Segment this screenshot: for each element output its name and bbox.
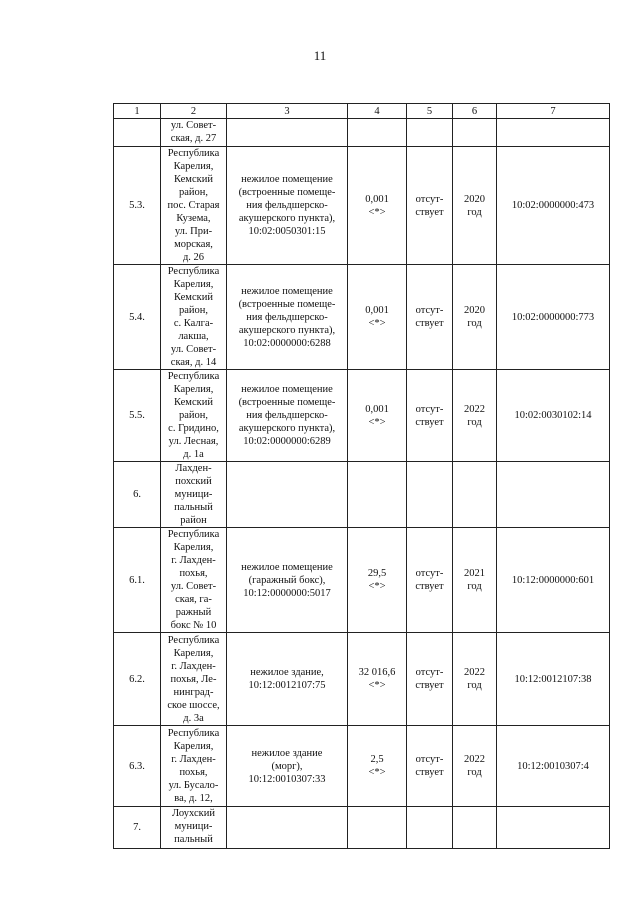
- row-status: [407, 462, 453, 528]
- table-row: [114, 633, 610, 726]
- table-row: [114, 119, 610, 147]
- row-area: [348, 807, 407, 849]
- header-col-3: 3: [227, 104, 348, 119]
- table-row: [114, 147, 610, 265]
- row-number: 6.2.: [114, 633, 161, 726]
- row-area: 0,001 <*>: [348, 147, 407, 265]
- row-year: 2022 год: [453, 726, 497, 807]
- row-status: [407, 807, 453, 849]
- row-status: отсут- ствует: [407, 726, 453, 807]
- row-year: 2022 год: [453, 370, 497, 462]
- row-object: [227, 462, 348, 528]
- row-cadastral: 10:12:0010307:4: [497, 726, 610, 807]
- table-row: [114, 265, 610, 370]
- row-year: 2022 год: [453, 633, 497, 726]
- row-address: Республика Карелия, г. Лахден- похья, ул. Бусало- ва, д. 12,: [161, 726, 227, 807]
- row-address: Лахден- похский муници- пальный район: [161, 462, 227, 528]
- row-address: Лоухский муници- пальный: [161, 807, 227, 849]
- row-object: [227, 119, 348, 147]
- row-object: нежилое здание, 10:12:0012107:75: [227, 633, 348, 726]
- property-table: [113, 103, 610, 849]
- row-number: 5.3.: [114, 147, 161, 265]
- row-area: [348, 462, 407, 528]
- row-area: 29,5 <*>: [348, 528, 407, 633]
- row-number: 6.1.: [114, 528, 161, 633]
- page-number: 11: [313, 48, 327, 63]
- header-col-5: 5: [407, 104, 453, 119]
- row-object: нежилое помещение (встроенные помеще- ния фельдшерско- акушерского пункта), 10:02:0050301:15: [227, 147, 348, 265]
- header-col-7: 7: [497, 104, 610, 119]
- row-cadastral: 10:02:0000000:473: [497, 147, 610, 265]
- row-cadastral: [497, 462, 610, 528]
- row-number: 6.: [114, 462, 161, 528]
- row-address: Республика Карелия, Кемский район, с. Гридино, ул. Лесная, д. 1а: [161, 370, 227, 462]
- row-status: отсут- ствует: [407, 370, 453, 462]
- header-col-1: 1: [114, 104, 161, 119]
- row-status: отсут- ствует: [407, 528, 453, 633]
- row-area: 2,5 <*>: [348, 726, 407, 807]
- row-cadastral: [497, 119, 610, 147]
- row-object: нежилое помещение (встроенные помеще- ния фельдшерско- акушерского пункта), 10:02:0000000:6289: [227, 370, 348, 462]
- row-address: ул. Совет- ская, д. 27: [161, 119, 227, 147]
- row-number: 5.4.: [114, 265, 161, 370]
- row-object: нежилое помещение (гаражный бокс), 10:12:0000000:5017: [227, 528, 348, 633]
- table-header-row: [114, 104, 610, 119]
- row-year: [453, 462, 497, 528]
- row-status: отсут- ствует: [407, 147, 453, 265]
- table-row: [114, 528, 610, 633]
- row-address: Республика Карелия, г. Лахден- похья, ул. Совет- ская, га- ражный бокс № 10: [161, 528, 227, 633]
- row-year: 2021 год: [453, 528, 497, 633]
- row-cadastral: [497, 807, 610, 849]
- header-col-4: 4: [348, 104, 407, 119]
- row-area: 32 016,6 <*>: [348, 633, 407, 726]
- row-area: 0,001 <*>: [348, 370, 407, 462]
- row-status: отсут- ствует: [407, 633, 453, 726]
- row-year: [453, 807, 497, 849]
- row-area: 0,001 <*>: [348, 265, 407, 370]
- row-address: Республика Карелия, г. Лахден- похья, Ле- нинград- ское шоссе, д. 3а: [161, 633, 227, 726]
- row-area: [348, 119, 407, 147]
- table-row: [114, 462, 610, 528]
- row-number: 5.5.: [114, 370, 161, 462]
- row-number: 6.3.: [114, 726, 161, 807]
- row-cadastral: 10:12:0012107:38: [497, 633, 610, 726]
- row-cadastral: 10:02:0000000:773: [497, 265, 610, 370]
- row-address: Республика Карелия, Кемский район, пос. Старая Кузема, ул. При- морская, д. 26: [161, 147, 227, 265]
- table-row: [114, 726, 610, 807]
- row-year: 2020 год: [453, 147, 497, 265]
- row-status: отсут- ствует: [407, 265, 453, 370]
- table-row: [114, 807, 610, 849]
- header-col-6: 6: [453, 104, 497, 119]
- row-number: 7.: [114, 807, 161, 849]
- row-object: нежилое здание (морг), 10:12:0010307:33: [227, 726, 348, 807]
- table-row: [114, 370, 610, 462]
- row-number: [114, 119, 161, 147]
- row-address: Республика Карелия, Кемский район, с. Калга- лакша, ул. Совет- ская, д. 14: [161, 265, 227, 370]
- row-year: 2020 год: [453, 265, 497, 370]
- row-cadastral: 10:12:0000000:601: [497, 528, 610, 633]
- header-col-2: 2: [161, 104, 227, 119]
- row-cadastral: 10:02:0030102:14: [497, 370, 610, 462]
- row-status: [407, 119, 453, 147]
- row-year: [453, 119, 497, 147]
- row-object: нежилое помещение (встроенные помеще- ния фельдшерско- акушерского пункта), 10:02:0000000:6288: [227, 265, 348, 370]
- row-object: [227, 807, 348, 849]
